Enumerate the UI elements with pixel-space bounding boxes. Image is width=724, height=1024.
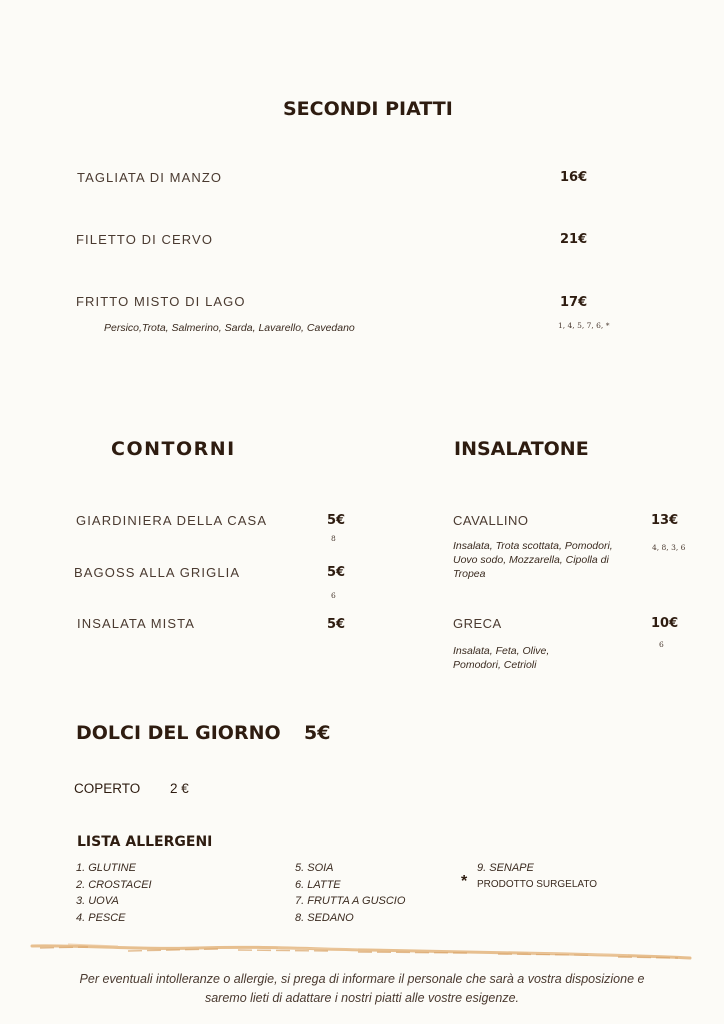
contorni-item-bagoss: BAGOSS ALLA GRIGLIA	[74, 565, 241, 580]
allergen-item: 4. PESCE	[76, 911, 126, 924]
desc-line: Pomodori, Cetrioli	[453, 659, 537, 671]
insalatone-item-cavallino: CAVALLINO	[453, 513, 529, 528]
secondi-allergens-fritto: 1, 4, 5, 7, 6, *	[558, 321, 610, 330]
insalatone-title: INSALATONE	[454, 438, 589, 460]
gold-brush-divider	[28, 940, 696, 962]
allergen-list-col2	[295, 860, 405, 926]
allergen-item: 5. SOIA	[295, 862, 334, 874]
insalatone-item-greca: GRECA	[453, 616, 502, 631]
contorni-item-giardiniera: GIARDINIERA DELLA CASA	[76, 513, 268, 528]
allergeni-title: LISTA ALLERGENI	[77, 834, 213, 850]
insalatone-price-greca: 10€	[651, 616, 679, 631]
contorni-allergens-giardiniera: 8	[331, 534, 336, 543]
secondi-title: SECONDI PIATTI	[283, 98, 453, 120]
secondi-item-tagliata: TAGLIATA DI MANZO	[77, 170, 223, 185]
allergy-note-line: Per eventuali intolleranze o allergie, si prega di informare il personale che sarà a vostra disposizione e	[79, 972, 645, 986]
allergen-list-col3	[477, 860, 534, 877]
secondi-price-fritto: 17€	[560, 295, 588, 310]
contorni-price-bagoss: 5€	[327, 565, 346, 580]
insalatone-allergens-cavallino: 4, 8, 3, 6	[652, 543, 686, 552]
secondi-price-filetto: 21€	[560, 232, 588, 247]
frozen-asterisk-icon: *	[461, 873, 468, 890]
allergy-note-line: saremo lieti di adattare i nostri piatti alle vostre esigenze.	[204, 991, 520, 1005]
desc-line: Insalata, Trota scottata, Pomodori,	[453, 540, 613, 552]
secondi-item-fritto: FRITTO MISTO DI LAGO	[76, 294, 246, 309]
insalatone-price-cavallino: 13€	[651, 513, 679, 528]
insalatone-allergens-greca: 6	[659, 640, 664, 649]
insalatone-desc-cavallino	[453, 539, 613, 581]
allergen-item: 9. SENAPE	[477, 862, 534, 874]
allergen-list-col1	[76, 860, 152, 926]
secondi-desc-fritto: Persico,Trota, Salmerino, Sarda, Lavarello, Cavedano	[104, 322, 355, 334]
allergy-note	[40, 970, 684, 1008]
dolci-title: DOLCI DEL GIORNO	[76, 722, 281, 744]
desc-line: Uovo sodo, Mozzarella, Cipolla di	[453, 554, 609, 566]
insalatone-desc-greca	[453, 644, 549, 672]
contorni-item-mista: INSALATA MISTA	[77, 616, 195, 631]
allergen-item: 2. CROSTACEI	[76, 878, 152, 891]
secondi-item-filetto: FILETTO DI CERVO	[76, 232, 214, 247]
dolci-price: 5€	[304, 722, 331, 744]
desc-line: Insalata, Feta, Olive,	[453, 645, 550, 657]
frozen-label: PRODOTTO SURGELATO	[477, 879, 598, 890]
contorni-price-mista: 5€	[327, 617, 346, 632]
desc-line: Tropea	[453, 568, 486, 580]
allergen-item: 6. LATTE	[295, 878, 341, 891]
secondi-price-tagliata: 16€	[560, 170, 588, 185]
allergen-item: 1. GLUTINE	[76, 862, 136, 874]
coperto-price: 2 €	[170, 781, 189, 796]
contorni-allergens-bagoss: 6	[331, 591, 336, 600]
contorni-price-giardiniera: 5€	[327, 513, 346, 528]
allergen-item: 3. UOVA	[76, 895, 119, 907]
coperto-label: COPERTO	[74, 781, 141, 796]
allergen-item: 7. FRUTTA A GUSCIO	[295, 895, 406, 907]
contorni-title: CONTORNI	[111, 438, 236, 460]
allergen-item: 8. SEDANO	[295, 911, 354, 924]
